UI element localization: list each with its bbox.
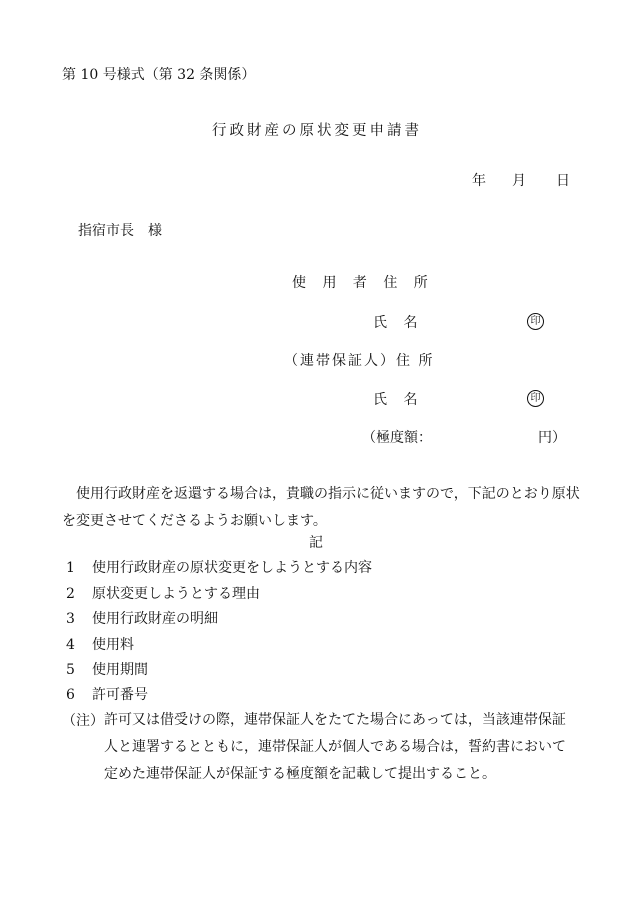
date-year: 年 — [472, 173, 486, 189]
item-number: 6 — [66, 687, 75, 703]
item-text: 使用行政財産の原状変更をしようとする内容 — [92, 560, 372, 576]
addressee: 指宿市長 様 — [78, 223, 162, 239]
document-title: 行政財産の原状変更申請書 — [212, 123, 422, 139]
item-number: 2 — [66, 586, 75, 602]
date-day: 日 — [556, 173, 570, 189]
applicant-seal-icon: 印 — [527, 313, 544, 330]
item-text: 原状変更しようとする理由 — [92, 586, 260, 602]
applicant-name-label: 氏 名 — [373, 315, 424, 331]
item-number: 1 — [66, 560, 75, 576]
request-body-text: 使用行政財産を返還する場合は，貴職の指示に従いますので，下記のとおり原状を変更させてくださるようお願いします。 — [62, 486, 580, 529]
note-body: 許可又は借受けの際，連帯保証人をたてた場合にあっては，当該連帯保証人と連署するとともに，連帯保証人が個人である場合は，誓約書において定めた連帯保証人が保証する極度額を記載して提出すること。 — [104, 712, 566, 782]
item-number: 3 — [66, 611, 75, 627]
ki-heading: 記 — [309, 535, 323, 551]
limit-amount-unit: 円） — [538, 430, 566, 446]
form-number: 第 10 号様式（第 32 条関係） — [62, 67, 256, 83]
guarantor-address-label: （連帯保証人）住 所 — [284, 353, 435, 369]
note-text — [104, 707, 574, 788]
date-month: 月 — [512, 173, 526, 189]
item-number: 5 — [66, 662, 75, 678]
note-label: （注） — [62, 713, 104, 729]
guarantor-seal-icon: 印 — [527, 390, 544, 407]
item-text: 使用料 — [92, 637, 134, 653]
item-text: 許可番号 — [92, 687, 148, 703]
limit-amount-label: （極度額： — [362, 430, 432, 446]
item-text: 使用行政財産の明細 — [92, 611, 218, 627]
guarantor-name-label: 氏 名 — [373, 392, 424, 408]
item-text: 使用期間 — [92, 662, 148, 678]
item-number: 4 — [66, 637, 75, 653]
request-body — [62, 481, 582, 535]
applicant-address-label: 使 用 者 住 所 — [292, 275, 434, 291]
